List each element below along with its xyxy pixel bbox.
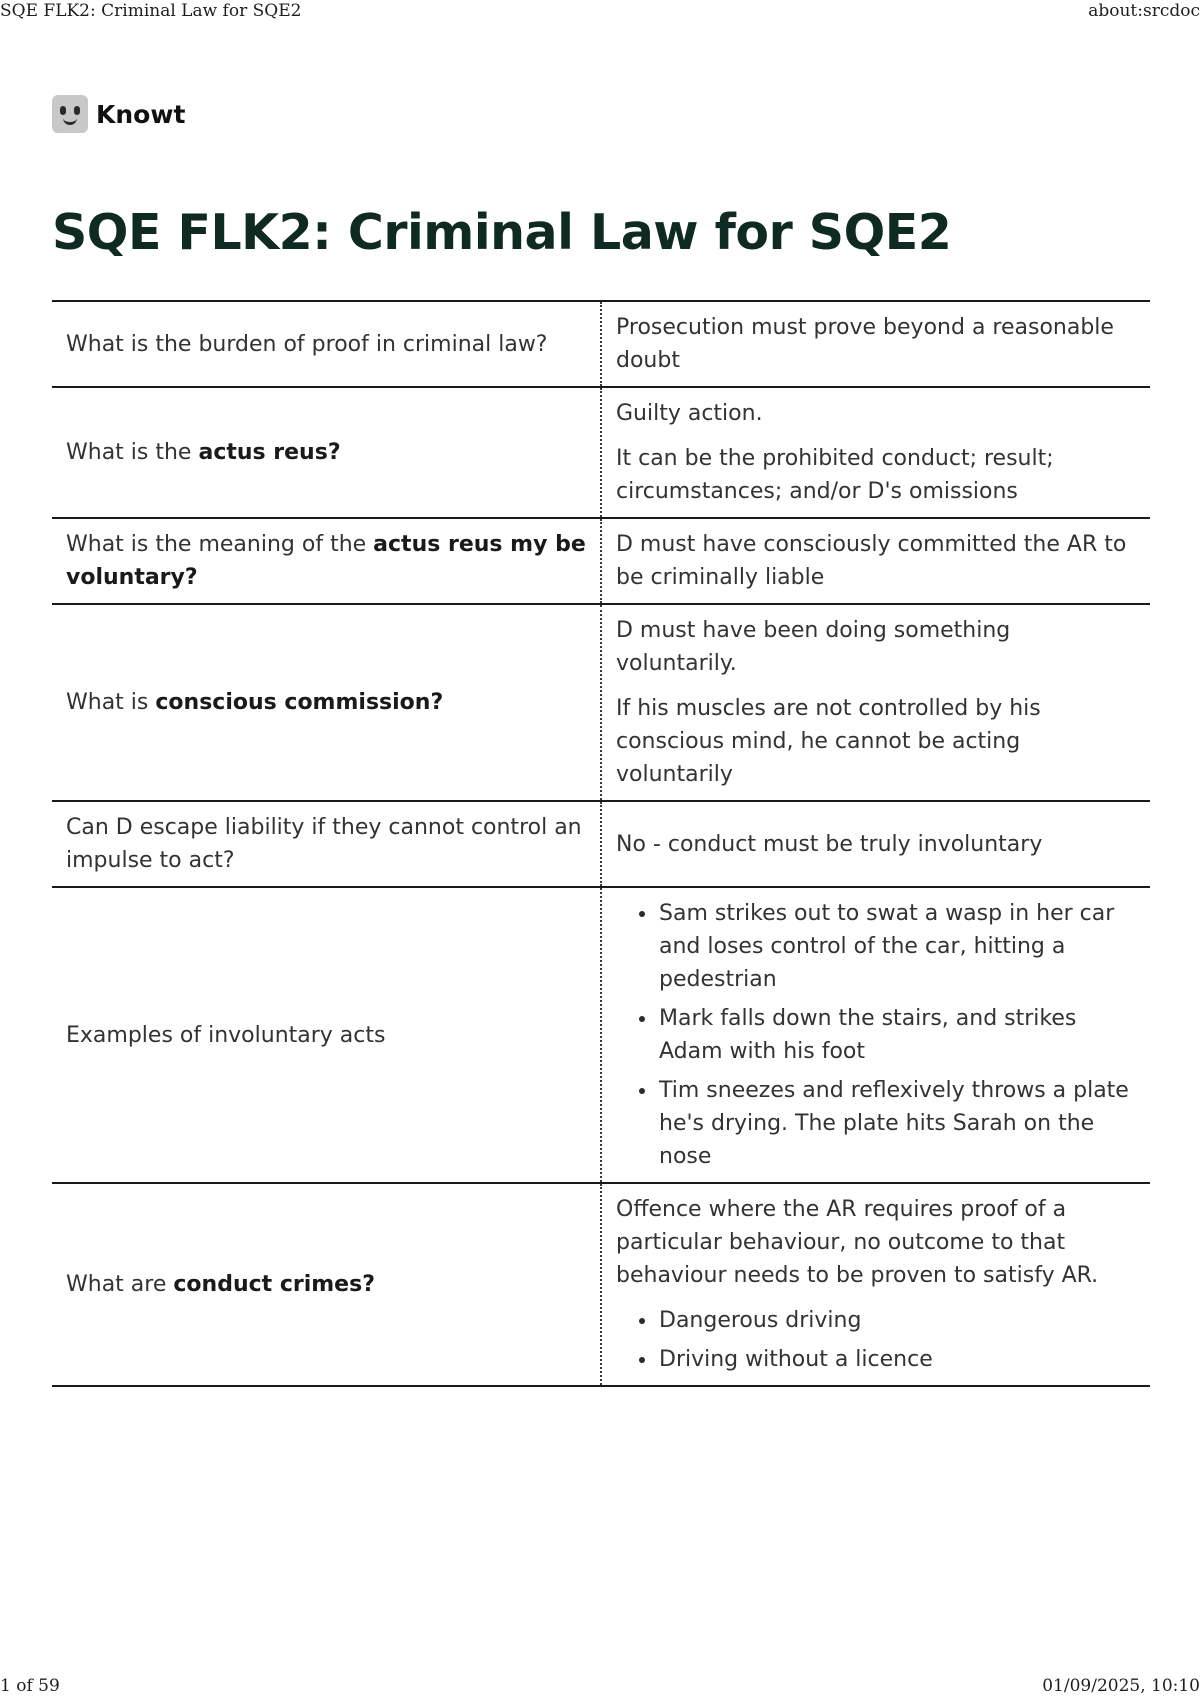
definition-bullet: Tim sneezes and reflexively throws a plate he's drying. The plate hits Sarah on the nose: [659, 1074, 1136, 1173]
print-footer: [0, 1676, 1200, 1698]
definition-paragraph: No - conduct must be truly involuntary: [616, 831, 1043, 857]
print-header-url: about:srcdoc: [1088, 1, 1200, 21]
definition-bullet-list: [616, 897, 1136, 1173]
flashcard-definition: [601, 387, 1150, 518]
definition-bullet: Mark falls down the stairs, and strikes Adam with his foot: [659, 1002, 1136, 1068]
flashcard-definition: [601, 1183, 1150, 1386]
definition-paragraph: Prosecution must prove beyond a reasonable doubt: [616, 315, 1114, 373]
term-text: What is the meaning of the: [66, 532, 374, 557]
term-text: What is: [66, 690, 156, 715]
print-header: [0, 1, 1200, 23]
definition-paragraph: Offence where the AR requires proof of a particular behaviour, no outcome to that behaviour needs to be proven to satisfy AR.: [616, 1197, 1099, 1288]
flashcard-term: [52, 301, 601, 387]
term-text: Can D escape liability if they cannot control an impulse to act?: [66, 815, 582, 873]
term-text: Examples of involuntary acts: [66, 1022, 386, 1048]
definition-paragraph: Guilty action.: [616, 401, 763, 426]
flashcard-table-body: [52, 301, 1150, 1386]
flashcard-term: [52, 604, 601, 801]
definition-bullet-list: [616, 1304, 1136, 1376]
flashcard-table: [52, 300, 1150, 1387]
definition-bullet: Dangerous driving: [659, 1304, 1136, 1337]
flashcard-term: [52, 518, 601, 604]
flashcard-row: [52, 604, 1150, 801]
term-text: What are: [66, 1272, 174, 1297]
page-title: SQE FLK2: Criminal Law for SQE2: [52, 204, 952, 261]
flashcard-definition: [601, 801, 1150, 887]
flashcard-row: [52, 518, 1150, 604]
definition-paragraph: D must have been doing something voluntarily.: [616, 618, 1011, 676]
term-emphasis: actus reus my be voluntary?: [66, 532, 586, 590]
flashcard-term: [52, 387, 601, 518]
definition-paragraph: D must have consciously committed the AR to be criminally liable: [616, 532, 1127, 590]
term-emphasis: actus reus?: [198, 440, 341, 465]
flashcard-row: [52, 387, 1150, 518]
flashcard-term: [52, 801, 601, 887]
term-emphasis: conduct crimes?: [173, 1272, 375, 1297]
print-datetime: 01/09/2025, 10:10: [1042, 1676, 1200, 1696]
flashcard-row: [52, 1183, 1150, 1386]
flashcard-definition: [601, 604, 1150, 801]
page-number: 1 of 59: [0, 1676, 60, 1696]
flashcard-row: [52, 801, 1150, 887]
definition-bullet: Driving without a licence: [659, 1343, 1136, 1376]
flashcard-definition: [601, 301, 1150, 387]
term-text: What is the burden of proof in criminal law?: [66, 331, 548, 357]
knowt-mascot-icon: [52, 95, 88, 133]
flashcard-definition: [601, 518, 1150, 604]
definition-paragraph: It can be the prohibited conduct; result; circumstances; and/or D's omissions: [616, 446, 1054, 504]
definition-paragraph: If his muscles are not controlled by his conscious mind, he cannot be acting voluntarily: [616, 696, 1041, 787]
flashcard-row: [52, 887, 1150, 1183]
brand-name: Knowt: [96, 99, 186, 129]
flashcard-term: [52, 887, 601, 1183]
print-header-title: SQE FLK2: Criminal Law for SQE2: [0, 1, 302, 21]
flashcard-definition: [601, 887, 1150, 1183]
definition-bullet: Sam strikes out to swat a wasp in her car and loses control of the car, hitting a pedestrian: [659, 897, 1136, 996]
term-text: What is the: [66, 440, 199, 465]
term-emphasis: conscious commission?: [155, 690, 444, 715]
flashcard-row: [52, 301, 1150, 387]
brand[interactable]: [52, 94, 185, 134]
flashcard-term: [52, 1183, 601, 1386]
